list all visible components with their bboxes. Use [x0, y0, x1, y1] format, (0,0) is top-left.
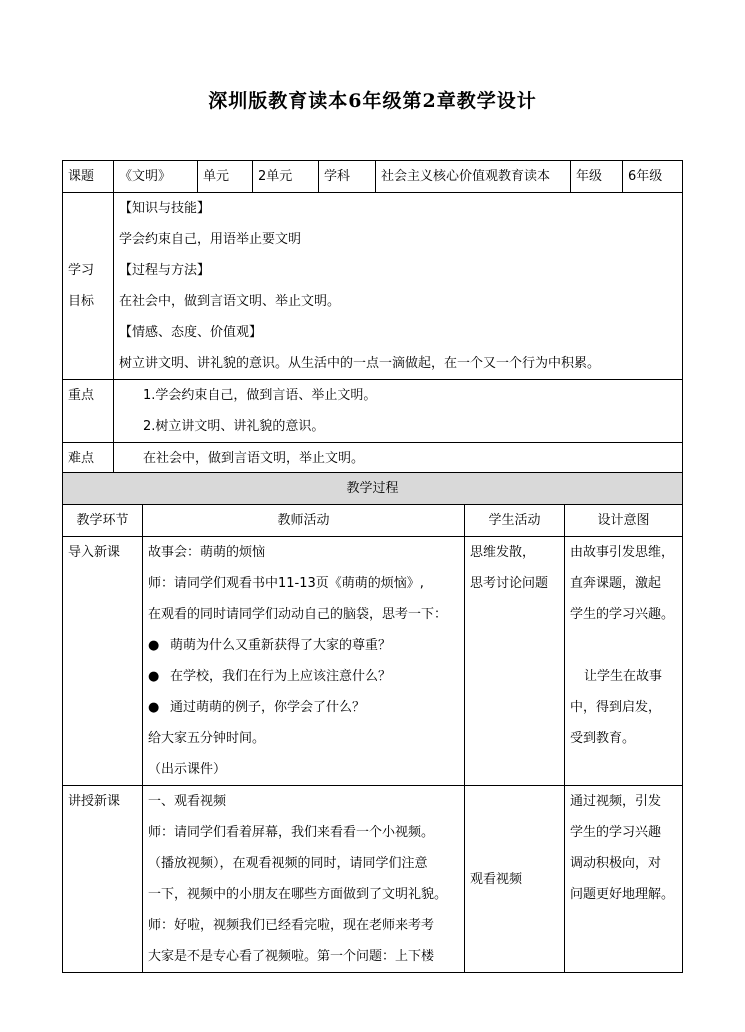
intent-intro — [565, 537, 683, 786]
goal-text-knowledge: 学会约束自己，用语举止要文明 — [119, 232, 302, 247]
value-topic: 《文明》 — [114, 161, 198, 193]
intent-line: 中，得到启发， — [570, 700, 662, 715]
stage-intro: 导入新课 — [63, 537, 143, 786]
value-subject: 社会主义核心价值观教育读本 — [376, 161, 571, 193]
col-header-student: 学生活动 — [465, 505, 565, 537]
label-grade: 年级 — [571, 161, 623, 193]
intent-line: 由故事引发思维， — [570, 545, 675, 560]
goals-row — [63, 193, 683, 380]
teacher-line: 在观看的同时请同学们动动自己的脑袋，思考一下： — [148, 607, 448, 622]
goals-label-line2: 目标 — [68, 294, 95, 309]
teacher-line: 师：请同学们观看书中11-13页《萌萌的烦恼》, — [148, 576, 424, 591]
intent-line: 直奔课题，激起 — [570, 576, 662, 591]
teacher-line: 一下，视频中的小朋友在哪些方面做到了文明礼貌。 — [148, 887, 448, 902]
goals-label-line1: 学习 — [68, 263, 95, 278]
intent-line: 学生的学习兴趣 — [570, 825, 662, 840]
teacher-line: 故事会：萌萌的烦恼 — [148, 545, 266, 560]
header-row — [63, 161, 683, 193]
goal-heading-knowledge: 【知识与技能】 — [119, 201, 211, 216]
question-item: ● 通过萌萌的例子，你学会了什么？ — [148, 692, 459, 723]
teacher-line: 师：请同学们看着屏幕，我们来看看一个小视频。 — [148, 825, 435, 840]
key-point-1: 1.学会约束自己，做到言语、举止文明。 — [143, 388, 377, 403]
bullet-dot-icon: ● — [148, 638, 160, 653]
goals-label — [63, 193, 114, 380]
teaching-process-table — [62, 472, 683, 973]
col-header-teacher: 教师活动 — [143, 505, 465, 537]
key-points-content — [114, 380, 683, 443]
difficulty-row — [63, 443, 683, 475]
teacher-line: 大家是不是专心看了视频啦。第一个问题：上下楼 — [148, 949, 435, 964]
intent-line: 问题更好地理解。 — [570, 887, 675, 902]
value-unit: 2单元 — [253, 161, 319, 193]
process-row-intro — [63, 537, 683, 786]
teacher-line: 师：好啦，视频我们已经看完啦，现在老师来考考 — [148, 918, 435, 933]
question-item: ● 在学校，我们在行为上应该注意什么？ — [148, 661, 459, 692]
process-header-row — [63, 505, 683, 537]
goal-heading-attitude: 【情感、态度、价值观】 — [119, 325, 263, 340]
teacher-line: 一、观看视频 — [148, 794, 227, 809]
student-activity-new-lesson — [465, 786, 565, 973]
intent-line: 学生的学习兴趣。 — [570, 607, 675, 622]
stage-new-lesson: 讲授新课 — [63, 786, 143, 973]
lesson-info-table — [62, 160, 683, 475]
intent-line: 受到教育。 — [570, 731, 636, 746]
difficulty-label: 难点 — [63, 443, 114, 475]
label-topic: 课题 — [63, 161, 114, 193]
document-title: 深圳版教育读本6年级第2章教学设计 — [208, 90, 537, 112]
label-subject: 学科 — [319, 161, 376, 193]
goal-heading-process: 【过程与方法】 — [119, 263, 211, 278]
col-header-intent: 设计意图 — [565, 505, 683, 537]
bullet-dot-icon: ● — [148, 700, 160, 715]
intent-line — [570, 630, 677, 661]
intent-line: 让学生在故事 — [584, 669, 663, 684]
student-line: 思维发散， — [470, 545, 536, 560]
label-unit: 单元 — [198, 161, 253, 193]
process-title: 教学过程 — [63, 473, 683, 505]
difficulty-text: 在社会中，做到言语文明，举止文明。 — [143, 451, 365, 466]
value-grade: 6年级 — [623, 161, 683, 193]
goal-text-process: 在社会中，做到言语文明、举止文明。 — [119, 294, 341, 309]
teacher-activity-new-lesson — [143, 786, 465, 973]
intent-line: 通过视频，引发 — [570, 794, 662, 809]
key-point-2: 2.树立讲文明、讲礼貌的意识。 — [143, 419, 325, 434]
teacher-line: （播放视频），在观看视频的同时，请同学们注意 — [148, 856, 428, 871]
col-header-stage: 教学环节 — [63, 505, 143, 537]
process-row-new-lesson — [63, 786, 683, 973]
bullet-dot-icon: ● — [148, 669, 160, 684]
teacher-activity-intro — [143, 537, 465, 786]
teacher-line: 给大家五分钟时间。 — [148, 731, 266, 746]
goal-text-attitude: 树立讲文明、讲礼貌的意识。从生活中的一点一滴做起，在一个又一个行为中积累。 — [119, 356, 601, 371]
student-line: 思考讨论问题 — [470, 576, 549, 591]
intent-new-lesson — [565, 786, 683, 973]
goals-content — [114, 193, 683, 380]
difficulty-content — [114, 443, 683, 475]
student-line: 观看视频 — [470, 871, 523, 887]
teacher-line: （出示课件） — [148, 762, 227, 777]
key-points-row — [63, 380, 683, 443]
intent-line: 调动积极向，对 — [570, 856, 662, 871]
student-activity-intro — [465, 537, 565, 786]
question-item: ● 萌萌为什么又重新获得了大家的尊重？ — [148, 630, 459, 661]
key-points-label: 重点 — [63, 380, 114, 443]
